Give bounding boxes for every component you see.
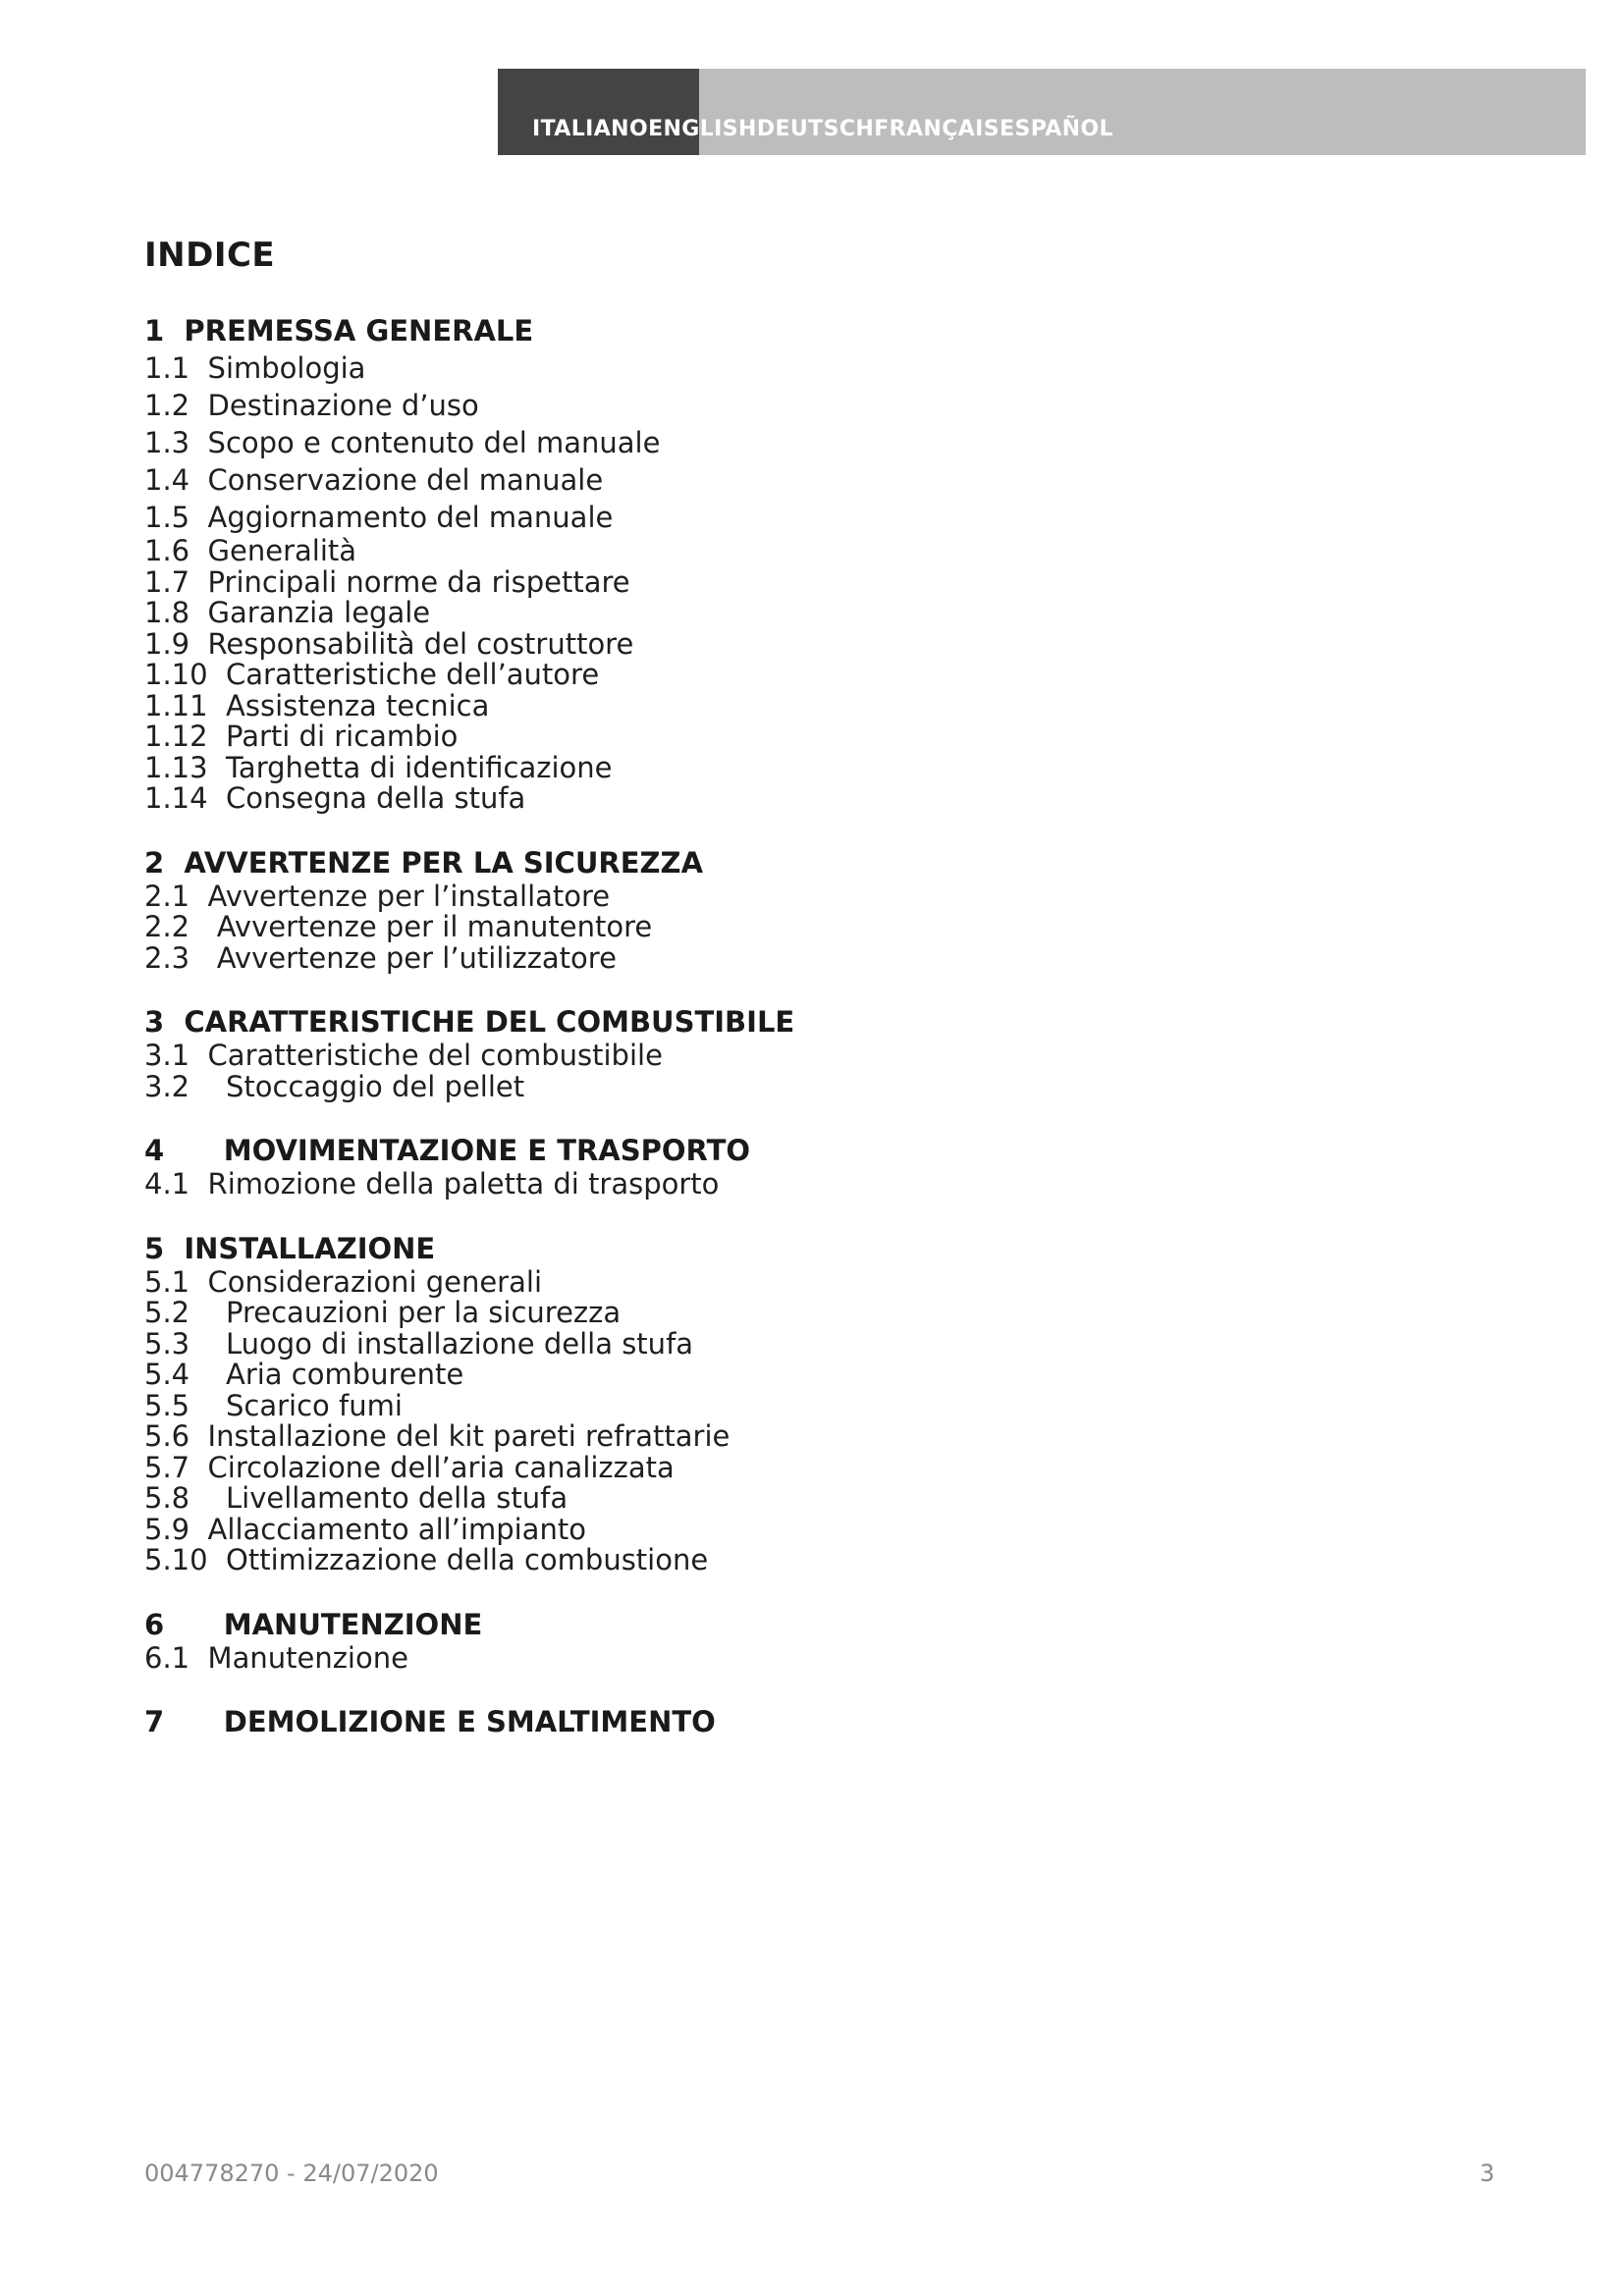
toc-item[interactable]: 5.1 Considerazioni generali	[144, 1264, 542, 1299]
table-of-contents	[144, 312, 1224, 1770]
tab-english[interactable]: ENGLISH	[648, 117, 757, 141]
toc-item[interactable]: 4.1 Rimozione della paletta di trasporto	[144, 1167, 720, 1201]
toc-item[interactable]: 5.4 Aria comburente	[144, 1358, 464, 1391]
toc-item[interactable]: 2.1 Avvertenze per l’installatore	[144, 879, 611, 913]
toc-item[interactable]: 5.8 Livellamento della stufa	[144, 1481, 568, 1515]
toc-item[interactable]: 3.1 Caratteristiche del combustibile	[144, 1039, 663, 1072]
toc-item[interactable]: 5.5 Scarico fumi	[144, 1388, 403, 1422]
toc-item[interactable]: 1.4 Conservazione del manuale	[144, 463, 604, 497]
toc-item[interactable]: 1.5 Aggiornamento del manuale	[144, 501, 614, 534]
toc-item[interactable]: 5.2 Precauzioni per la sicurezza	[144, 1296, 622, 1329]
section-heading[interactable]: 6 MANUTENZIONE	[144, 1607, 483, 1641]
toc-section	[144, 1230, 1224, 1576]
toc-item[interactable]: 1.11 Assistenza tecnica	[144, 688, 490, 722]
toc-item[interactable]: 1.1 Simbologia	[144, 351, 366, 385]
toc-item[interactable]: 5.7 Circolazione dell’aria canalizzata	[144, 1450, 675, 1484]
section-heading[interactable]: 2 AVVERTENZE PER LA SICUREZZA	[144, 845, 704, 880]
toc-item[interactable]: 2.3 Avvertenze per l’utilizzatore	[144, 940, 617, 975]
toc-item[interactable]: 1.6 Generalità	[144, 534, 357, 567]
toc-item[interactable]: 1.7 Principali norme da rispettare	[144, 564, 630, 599]
page-title: INDICE	[144, 236, 276, 275]
toc-item[interactable]: 2.2 Avvertenze per il manutentore	[144, 910, 653, 943]
tab-francais[interactable]: FRANÇAIS	[874, 117, 1001, 141]
toc-item[interactable]: 5.6 Installazione del kit pareti refrattarie	[144, 1419, 731, 1453]
tab-espanol[interactable]: ESPAÑOL	[1000, 117, 1113, 141]
toc-item[interactable]: 1.14 Consegna della stufa	[144, 781, 526, 815]
toc-item[interactable]: 1.10 Caratteristiche dell’autore	[144, 658, 600, 691]
toc-item[interactable]: 1.9 Responsabilità del costruttore	[144, 626, 634, 661]
toc-section	[144, 844, 1224, 975]
toc-item[interactable]: 5.3 Luogo di installazione della stufa	[144, 1326, 694, 1361]
page-number: 3	[1480, 2160, 1495, 2187]
toc-section	[144, 1003, 1224, 1102]
toc-item[interactable]: 1.13 Targhetta di identificazione	[144, 750, 613, 784]
section-heading[interactable]: 5 INSTALLAZIONE	[144, 1231, 436, 1265]
section-heading[interactable]: 4 MOVIMENTAZIONE E TRASPORTO	[144, 1134, 751, 1167]
section-heading[interactable]: 1 PREMESSA GENERALE	[144, 314, 534, 347]
document-code: 004778270 - 24/07/2020	[144, 2160, 439, 2187]
language-tabs	[498, 117, 1113, 155]
language-tab-bar	[498, 69, 1586, 155]
toc-section	[144, 1703, 1224, 1740]
toc-section	[144, 312, 1224, 815]
toc-section	[144, 1606, 1224, 1675]
section-heading[interactable]: 3 CARATTERISTICHE DEL COMBUSTIBILE	[144, 1005, 795, 1039]
toc-item[interactable]: 1.12 Parti di ricambio	[144, 720, 459, 753]
toc-item[interactable]: 1.8 Garanzia legale	[144, 596, 431, 629]
toc-item[interactable]: 5.9 Allacciamento all’impianto	[144, 1512, 586, 1546]
tab-deutsch[interactable]: DEUTSCH	[756, 117, 875, 141]
tab-italiano[interactable]: ITALIANO	[532, 117, 649, 141]
toc-item[interactable]: 3.2 Stoccaggio del pellet	[144, 1069, 525, 1103]
toc-item[interactable]: 6.1 Manutenzione	[144, 1640, 408, 1675]
section-heading[interactable]: 7 DEMOLIZIONE E SMALTIMENTO	[144, 1705, 716, 1738]
toc-item[interactable]: 5.10 Ottimizzazione della combustione	[144, 1543, 709, 1576]
toc-item[interactable]: 1.2 Destinazione d’uso	[144, 389, 479, 422]
toc-section	[144, 1132, 1224, 1201]
toc-item[interactable]: 1.3 Scopo e contenuto del manuale	[144, 426, 661, 459]
